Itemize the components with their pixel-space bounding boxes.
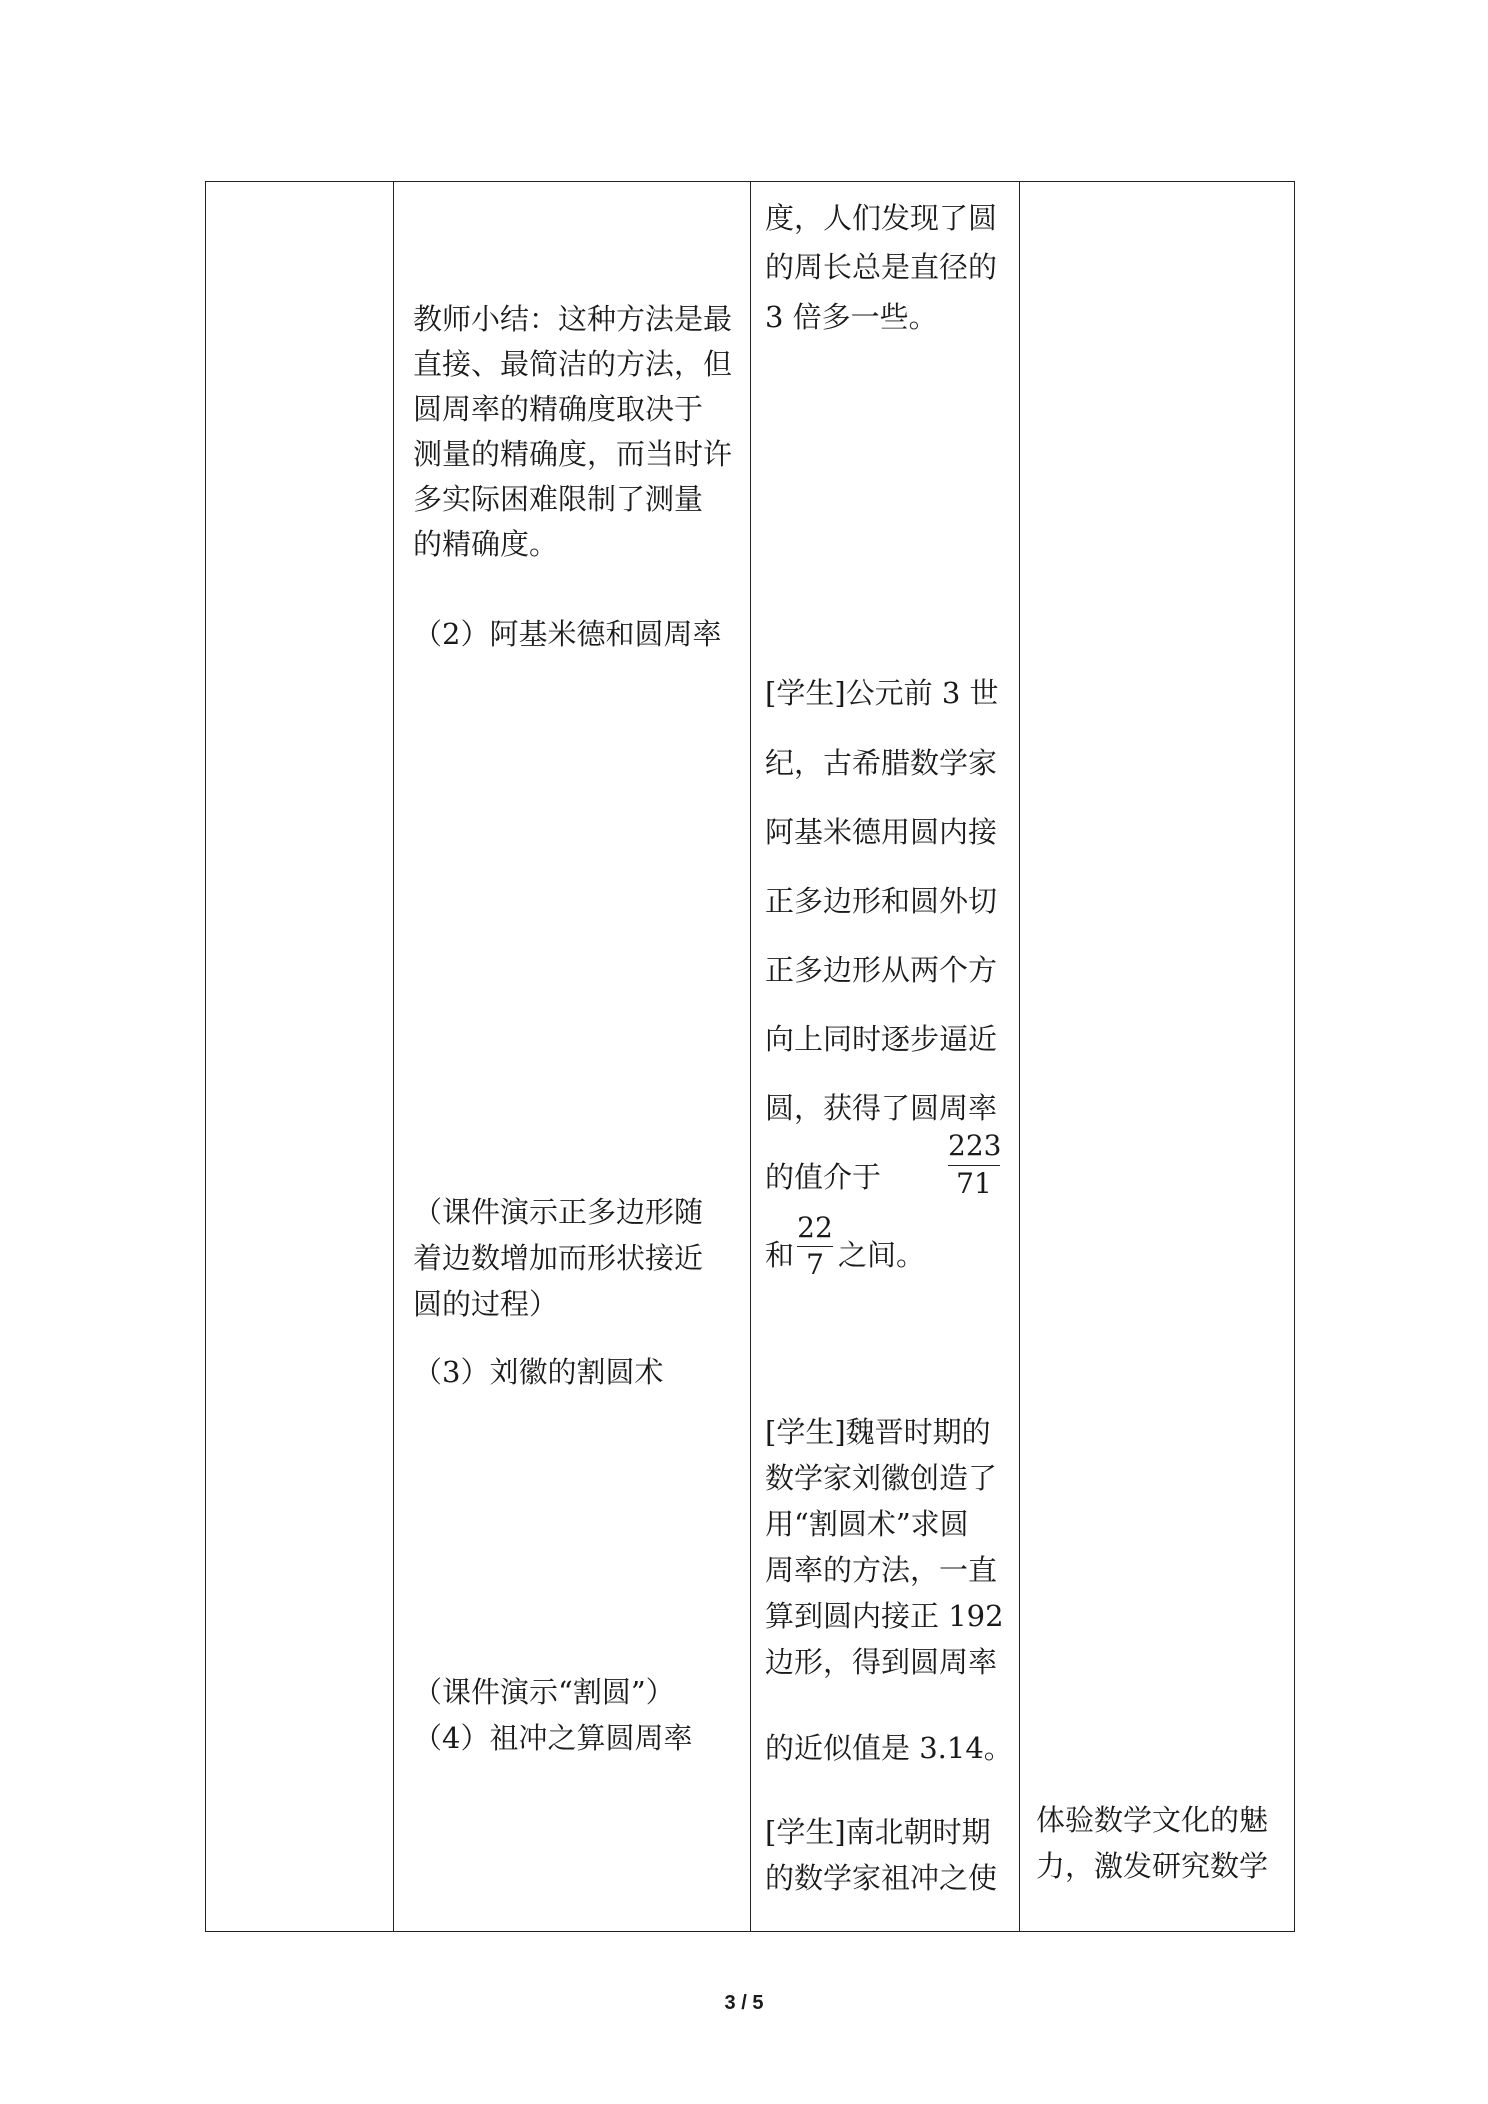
column-divider-2 (750, 182, 751, 1931)
student-text-line: 3 倍多一些。 (765, 300, 938, 334)
fraction-bar (797, 1246, 833, 1247)
student-text-line: [学生]魏晋时期的 (765, 1415, 991, 1449)
student-text-line: 纪，古希腊数学家 (765, 746, 998, 780)
student-text-line: 和 (765, 1238, 795, 1272)
section-heading: （4）祖冲之算圆周率 (413, 1721, 693, 1755)
teacher-text-line: 教师小结：这种方法是最 (413, 302, 733, 336)
student-text-line: 用“割圆术”求圆 (765, 1507, 969, 1541)
fraction-numerator: 223 (948, 1129, 1002, 1162)
fraction-bar (948, 1165, 1000, 1166)
student-text-line: 向上同时逐步逼近 (765, 1022, 998, 1056)
student-text-line: [学生]公元前 3 世 (765, 676, 999, 710)
teacher-text-line: 着边数增加而形状接近 (413, 1241, 704, 1275)
student-text-line: 的值介于 (765, 1160, 882, 1194)
student-text-line: 度，人们发现了圆 (765, 201, 998, 235)
fraction-22-7 (797, 1212, 833, 1282)
intent-text-line: 力，激发研究数学 (1036, 1849, 1269, 1883)
fraction-numerator: 22 (797, 1211, 833, 1244)
teacher-text-line: 圆的过程） (413, 1287, 559, 1321)
teacher-text-line: 直接、最简洁的方法，但 (413, 347, 733, 381)
student-text-line: 的周长总是直径的 (765, 250, 998, 284)
lesson-table (205, 181, 1295, 1932)
teacher-text-line: 圆周率的精确度取决于 (413, 392, 704, 426)
student-text-line: 正多边形从两个方 (765, 953, 998, 987)
intent-text-line: 体验数学文化的魅 (1036, 1803, 1269, 1837)
section-heading: （2）阿基米德和圆周率 (413, 617, 722, 651)
fraction-denominator: 7 (806, 1248, 824, 1281)
student-text-line: 周率的方法，一直 (765, 1553, 998, 1587)
section-heading: （3）刘徽的割圆术 (413, 1355, 664, 1389)
teacher-text-line: （课件演示正多边形随 (413, 1195, 704, 1229)
teacher-text-line: （课件演示“割圆”） (413, 1675, 675, 1709)
teacher-text-line: 的精确度。 (413, 527, 559, 561)
student-text-line: 算到圆内接正 192 (765, 1599, 1004, 1633)
student-text-line: 阿基米德用圆内接 (765, 815, 998, 849)
student-text-line: 的数学家祖冲之使 (765, 1861, 998, 1895)
student-text-line: 的近似值是 3.14。 (765, 1731, 1013, 1765)
column-divider-3 (1019, 182, 1020, 1931)
fraction-223-71 (948, 1130, 1000, 1200)
student-text-line: 边形，得到圆周率 (765, 1645, 998, 1679)
student-text-line: 数学家刘徽创造了 (765, 1461, 998, 1495)
student-text-line: 圆，获得了圆周率 (765, 1091, 998, 1125)
teacher-text-line: 多实际困难限制了测量 (413, 482, 704, 516)
student-text-line: 正多边形和圆外切 (765, 884, 998, 918)
student-text-line: [学生]南北朝时期 (765, 1815, 991, 1849)
student-text-line: 之间。 (838, 1238, 926, 1272)
teacher-text-line: 测量的精确度，而当时许 (413, 437, 733, 471)
fraction-denominator: 71 (956, 1167, 992, 1200)
page-number: 3 / 5 (724, 1992, 764, 2014)
column-divider-1 (393, 182, 394, 1931)
